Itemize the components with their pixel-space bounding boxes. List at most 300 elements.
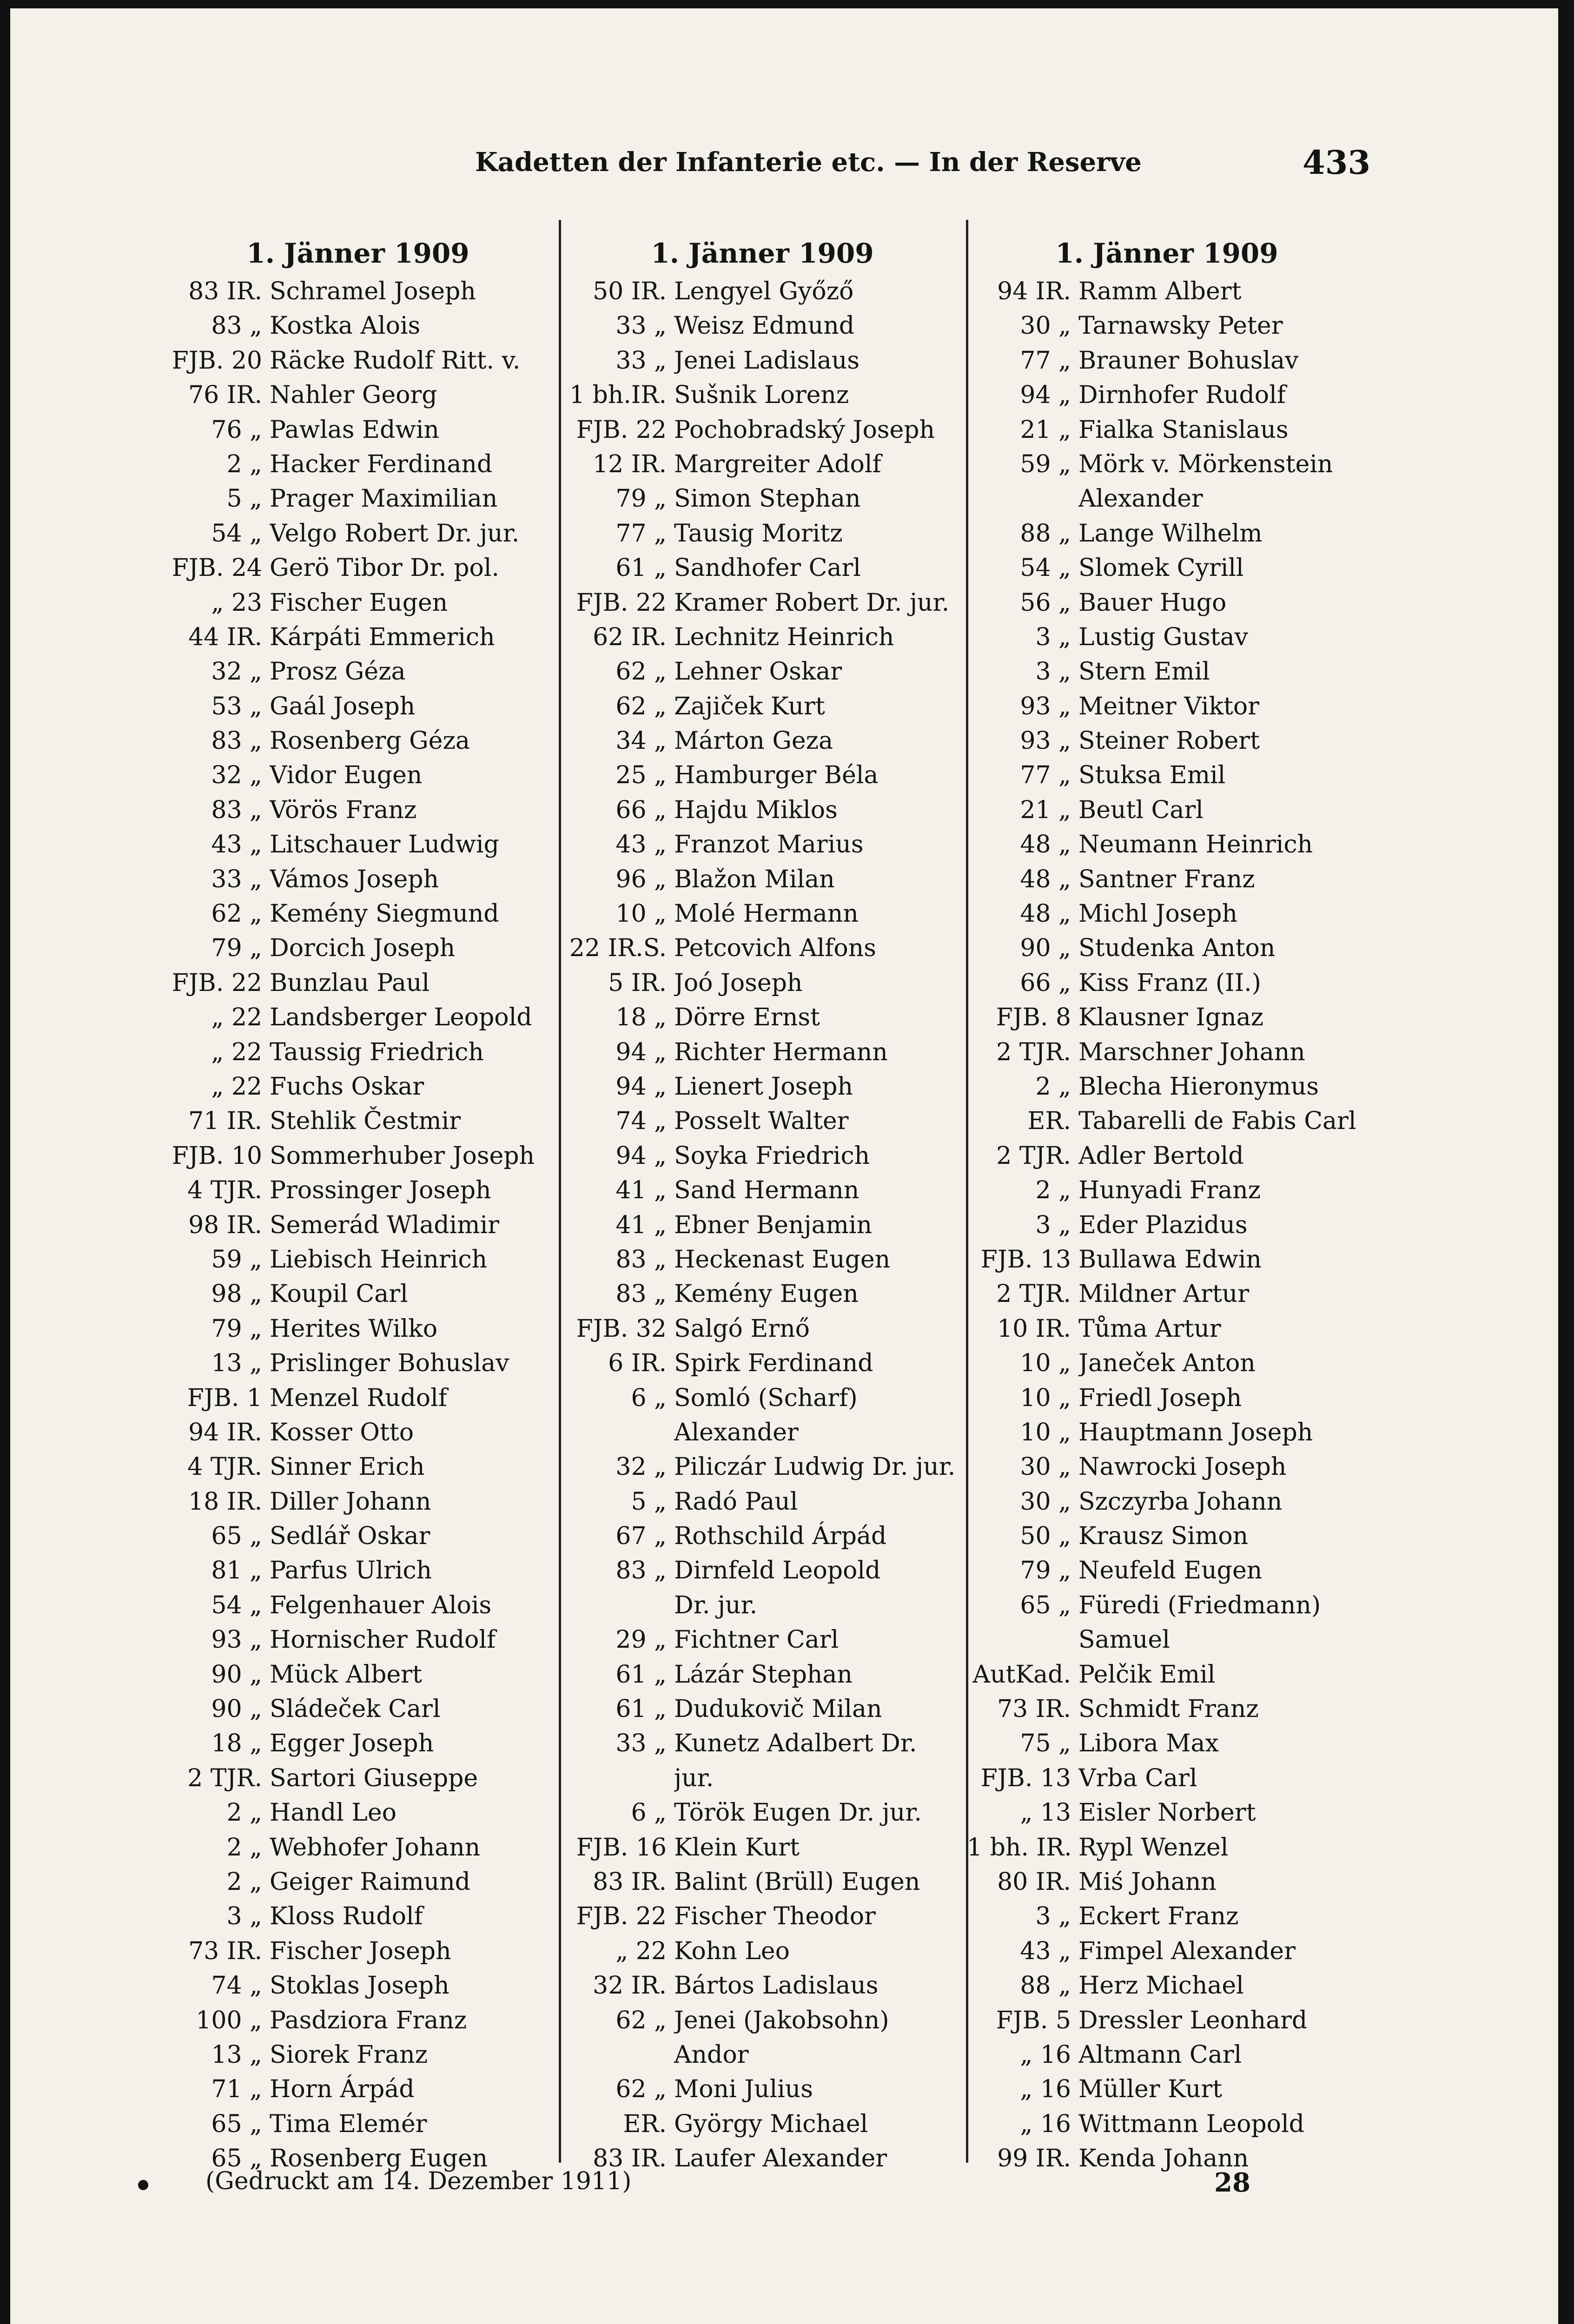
entry-list [562, 274, 962, 2176]
regiment-ref: 50 IR. [593, 277, 667, 305]
cadet-name: Geiger Raimund [270, 1868, 470, 1896]
list-item [967, 2072, 1367, 2106]
regiment-ref: 43 „ [1020, 1937, 1071, 1965]
list-item [967, 689, 1367, 724]
regiment-ref: 61 „ [615, 554, 667, 582]
list-item [158, 897, 558, 931]
cadet-name: Bártos Ladislaus [674, 1972, 879, 2000]
list-item [562, 1830, 962, 1865]
regiment-ref: 1 bh. IR. [967, 1833, 1072, 1862]
regiment-ref: 10 „ [1020, 1418, 1071, 1446]
regiment-ref [562, 2038, 674, 2072]
cadet-name: Hauptmann Joseph [1078, 1418, 1313, 1446]
regiment-ref: 74 „ [615, 1107, 667, 1136]
regiment-ref: 6 „ [631, 1799, 667, 1827]
list-item [967, 1173, 1367, 1208]
page-header [10, 143, 1558, 189]
list-item [158, 586, 558, 620]
list-item [562, 1519, 962, 1553]
regiment-ref: „ 22 [211, 1004, 262, 1032]
cadet-name: Koupil Carl [270, 1280, 408, 1308]
regiment-ref: 99 IR. [997, 2145, 1071, 2173]
list-item [967, 793, 1367, 827]
regiment-ref: 48 „ [1020, 865, 1071, 893]
regiment-ref: 30 „ [1020, 312, 1071, 340]
regiment-ref: FJB. 22 [576, 588, 667, 617]
regiment-ref: 54 „ [1020, 554, 1071, 582]
list-item [967, 1588, 1367, 1623]
cadet-name: Stehlik Čestmir [270, 1107, 461, 1136]
regiment-ref: 50 „ [1020, 1522, 1071, 1551]
list-item [158, 1726, 558, 1761]
regiment-ref: 56 „ [1020, 588, 1071, 617]
list-item [158, 2107, 558, 2141]
regiment-ref: 13 „ [211, 1349, 262, 1378]
regiment-ref [562, 1761, 674, 1796]
regiment-ref: 90 „ [1020, 934, 1071, 963]
list-item [158, 1208, 558, 1242]
regiment-ref: 88 „ [1020, 519, 1071, 548]
cadet-name: Sušnik Lorenz [674, 381, 849, 409]
regiment-ref: 90 „ [211, 1660, 262, 1689]
regiment-ref: 94 IR. [997, 277, 1071, 305]
list-item [967, 1519, 1367, 1553]
cadet-name: Fialka Stanislaus [1078, 416, 1289, 444]
regiment-ref: 2 „ [226, 1868, 262, 1896]
regiment-ref: 96 „ [615, 865, 667, 893]
cadet-name: Radó Paul [674, 1487, 798, 1516]
list-item [562, 2038, 962, 2072]
regiment-ref: 77 „ [615, 519, 667, 548]
list-item [562, 1208, 962, 1242]
regiment-ref: 66 „ [1020, 969, 1071, 997]
list-item [967, 1899, 1367, 1934]
list-item [158, 827, 558, 862]
cadet-name: Libora Max [1078, 1730, 1219, 1758]
regiment-ref: 65 „ [211, 1522, 262, 1551]
regiment-ref: 10 „ [1020, 1384, 1071, 1412]
regiment-ref: 34 „ [615, 727, 667, 755]
list-item [158, 1277, 558, 1311]
cadet-name: Schmidt Franz [1078, 1695, 1259, 1723]
cadet-name: Molé Hermann [674, 900, 859, 928]
cadet-name: Beutl Carl [1078, 796, 1204, 824]
cadet-name: Gerö Tibor Dr. pol. [270, 554, 499, 582]
cadet-name: Stuksa Emil [1078, 761, 1226, 790]
list-item [562, 551, 962, 585]
cadet-name: Rypl Wenzel [1078, 1833, 1229, 1862]
list-item [562, 689, 962, 724]
list-item [562, 1485, 962, 1519]
cadet-name: Hajdu Miklos [674, 796, 838, 824]
cadet-name: Nahler Georg [270, 381, 437, 409]
list-item [967, 586, 1367, 620]
regiment-ref: 62 „ [615, 2006, 667, 2034]
list-item [158, 931, 558, 965]
regiment-ref: FJB. 16 [576, 1833, 667, 1862]
regiment-ref: 83 „ [211, 796, 262, 824]
regiment-ref: ER. [1027, 1107, 1071, 1136]
regiment-ref: 93 „ [1020, 727, 1071, 755]
cadet-name: Kemény Eugen [674, 1280, 859, 1308]
regiment-ref: 65 „ [211, 2110, 262, 2138]
list-item [967, 343, 1367, 378]
cadet-name: Krausz Simon [1078, 1522, 1249, 1551]
regiment-ref: 43 „ [615, 831, 667, 859]
cadet-name: Lange Wilhelm [1078, 519, 1263, 548]
regiment-ref: FJB. 22 [576, 1902, 667, 1931]
list-item [158, 378, 558, 412]
cadet-name: Horn Árpád [270, 2075, 415, 2104]
list-item [562, 378, 962, 412]
page-number: 433 [1303, 143, 1371, 182]
regiment-ref: 79 „ [211, 934, 262, 963]
list-item [158, 966, 558, 1000]
print-note: (Gedruckt am 14. Dezember 1911) [205, 2167, 632, 2195]
list-item [562, 516, 962, 551]
regiment-ref: FJB. 10 [172, 1142, 262, 1170]
cadet-name: Tausig Moritz [674, 519, 843, 548]
cadet-name: Salgó Ernő [674, 1314, 810, 1343]
list-item [967, 1968, 1367, 2003]
list-item [158, 1657, 558, 1692]
regiment-ref: „ 16 [1020, 2075, 1071, 2104]
list-column [967, 235, 1367, 2176]
cadet-name: Eder Plazidus [1078, 1211, 1248, 1239]
list-item [967, 1450, 1367, 1484]
regiment-ref: 2 TJR. [996, 1038, 1071, 1066]
regiment-ref: FJB. 13 [980, 1764, 1071, 1792]
regiment-ref: 18 „ [615, 1004, 667, 1032]
regiment-ref [562, 1588, 674, 1623]
list-item [562, 2107, 962, 2141]
cadet-name: Fichtner Carl [674, 1626, 839, 1654]
cadet-name: Lázár Stephan [674, 1660, 853, 1689]
regiment-ref: 41 „ [615, 1176, 667, 1205]
cadet-name: Kunetz Adalbert Dr. [674, 1730, 917, 1758]
cadet-name: Herz Michael [1078, 1972, 1244, 2000]
regiment-ref [562, 1415, 674, 1450]
regiment-ref: 90 „ [211, 1695, 262, 1723]
list-item [562, 966, 962, 1000]
regiment-ref: FJB. 24 [172, 554, 262, 582]
cadet-name: Kosser Otto [270, 1418, 414, 1446]
cadet-name: Moni Julius [674, 2075, 813, 2104]
regiment-ref: 10 „ [1020, 1349, 1071, 1378]
regiment-ref: 61 „ [615, 1695, 667, 1723]
regiment-ref: 33 „ [615, 1730, 667, 1758]
regiment-ref: 44 IR. [188, 623, 262, 651]
cadet-name: Fischer Joseph [270, 1937, 451, 1965]
cadet-name: Adler Bertold [1078, 1142, 1244, 1170]
list-item [158, 1173, 558, 1208]
list-item [158, 1485, 558, 1519]
cadet-name: Tabarelli de Fabis Carl [1078, 1107, 1356, 1136]
cadet-name: Sandhofer Carl [674, 554, 861, 582]
list-item [967, 1415, 1367, 1450]
cadet-name: Blecha Hieronymus [1078, 1072, 1319, 1101]
cadet-name: Sand Hermann [674, 1176, 860, 1205]
regiment-ref: 62 „ [615, 2075, 667, 2104]
list-item [967, 1346, 1367, 1380]
list-item [158, 1899, 558, 1934]
cadet-name: Posselt Walter [674, 1107, 849, 1136]
list-item [967, 1277, 1367, 1311]
list-item [967, 758, 1367, 792]
list-item [562, 1726, 962, 1761]
regiment-ref: 3 „ [226, 1902, 262, 1931]
regiment-ref: 74 „ [211, 1972, 262, 2000]
cadet-name: Semerád Wladimir [270, 1211, 499, 1239]
cadet-name: Alexander [674, 1418, 799, 1446]
list-item [562, 2003, 962, 2038]
cadet-name: Márton Geza [674, 727, 833, 755]
list-item [562, 1242, 962, 1277]
regiment-ref: 83 „ [211, 312, 262, 340]
regiment-ref: 77 „ [1020, 346, 1071, 375]
regiment-ref: 2 TJR. [996, 1280, 1071, 1308]
regiment-ref: „ 22 [211, 1038, 262, 1066]
list-item [967, 1104, 1367, 1138]
list-item [562, 1692, 962, 1726]
cadet-name: Eisler Norbert [1078, 1799, 1256, 1827]
cadet-name: Alexander [1078, 485, 1203, 513]
list-item [967, 724, 1367, 758]
list-item [967, 2038, 1367, 2072]
cadet-name: Menzel Rudolf [270, 1384, 447, 1412]
list-item [158, 1968, 558, 2003]
cadet-name: Samuel [1078, 1626, 1170, 1654]
list-item [967, 620, 1367, 654]
list-item [158, 2072, 558, 2106]
list-item [562, 309, 962, 343]
cadet-name: Kohn Leo [674, 1937, 790, 1965]
cadet-name: Meitner Viktor [1078, 692, 1260, 720]
cadet-name: Klausner Ignaz [1078, 1004, 1264, 1032]
regiment-ref: 10 „ [615, 900, 667, 928]
cadet-name: Sinner Erich [270, 1453, 425, 1481]
cadet-name: Eckert Franz [1078, 1902, 1239, 1931]
regiment-ref: 73 IR. [188, 1937, 262, 1965]
list-item [158, 1415, 558, 1450]
cadet-name: Lustig Gustav [1078, 623, 1249, 651]
cadet-name: Pawlas Edwin [270, 416, 439, 444]
cadet-name: Balint (Brüll) Eugen [674, 1868, 920, 1896]
cadet-name: Bunzlau Paul [270, 969, 430, 997]
cadet-name: Stoklas Joseph [270, 1972, 450, 2000]
regiment-ref: 33 „ [615, 346, 667, 375]
regiment-ref: 22 IR.S. [569, 934, 667, 963]
list-item [158, 1623, 558, 1657]
list-item [562, 1623, 962, 1657]
list-item [967, 1796, 1367, 1830]
cadet-name: Stern Emil [1078, 658, 1210, 686]
cadet-name: Dirnhofer Rudolf [1078, 381, 1286, 409]
regiment-ref: 18 IR. [188, 1487, 262, 1516]
cadet-name: Neumann Heinrich [1078, 831, 1313, 859]
regiment-ref: 59 „ [211, 1245, 262, 1274]
cadet-name: Fischer Eugen [270, 588, 448, 617]
regiment-ref: 75 „ [1020, 1730, 1071, 1758]
regiment-ref: FJB. 8 [996, 1004, 1071, 1032]
regiment-ref: 83 „ [615, 1245, 667, 1274]
list-item [967, 274, 1367, 309]
list-item [562, 1968, 962, 2003]
list-item [562, 1865, 962, 1899]
regiment-ref: 2 „ [1035, 1176, 1071, 1205]
list-item [967, 1692, 1367, 1726]
cadet-name: Rosenberg Eugen [270, 2145, 488, 2173]
cadet-name: Handl Leo [270, 1799, 397, 1827]
regiment-ref: 62 IR. [593, 623, 667, 651]
list-item [562, 1104, 962, 1138]
cadet-name: Wittmann Leopold [1078, 2110, 1304, 2138]
cadet-name: György Michael [674, 2110, 868, 2138]
list-item [158, 654, 558, 689]
regiment-ref: 2 „ [226, 1799, 262, 1827]
regiment-ref: FJB. 22 [172, 969, 262, 997]
cadet-name: Kramer Robert Dr. jur. [674, 588, 950, 617]
list-item [562, 2072, 962, 2106]
list-item [562, 1346, 962, 1380]
cadet-name: Tůma Artur [1078, 1314, 1221, 1343]
regiment-ref: 79 „ [615, 485, 667, 513]
list-item [967, 1657, 1367, 1692]
regiment-ref: FJB. 5 [996, 2006, 1071, 2034]
cadet-name: Pelčik Emil [1078, 1660, 1216, 1689]
list-item [158, 516, 558, 551]
cadet-name: Räcke Rudolf Ritt. v. [270, 346, 521, 375]
cadet-name: Blažon Milan [674, 865, 835, 893]
list-item [562, 827, 962, 862]
cadet-name: Mörk v. Mörkenstein [1078, 450, 1333, 478]
regiment-ref: 94 „ [1020, 381, 1071, 409]
cadet-name: Lengyel Győző [674, 277, 854, 305]
cadet-name: Dorcich Joseph [270, 934, 456, 963]
regiment-ref: 76 „ [211, 416, 262, 444]
cadet-name: Fischer Theodor [674, 1902, 876, 1931]
cadet-name: Hacker Ferdinand [270, 450, 493, 478]
regiment-ref: 93 „ [211, 1626, 262, 1654]
list-item [562, 1553, 962, 1588]
regiment-ref: 32 „ [615, 1453, 667, 1481]
cadet-name: Prislinger Bohuslav [270, 1349, 509, 1378]
regiment-ref: „ 22 [615, 1937, 667, 1965]
column-divider [559, 220, 561, 2163]
regiment-ref: 94 IR. [188, 1418, 262, 1446]
list-item [562, 586, 962, 620]
cadet-name: Prosz Géza [270, 658, 406, 686]
entry-list [158, 274, 558, 2176]
list-item [967, 966, 1367, 1000]
list-item [158, 689, 558, 724]
regiment-ref: 6 „ [631, 1384, 667, 1412]
list-item [967, 551, 1367, 585]
cadet-name: Rosenberg Géza [270, 727, 470, 755]
regiment-ref: 76 IR. [188, 381, 262, 409]
regiment-ref: 62 „ [211, 900, 262, 928]
list-item [562, 1761, 962, 1796]
list-item [158, 1830, 558, 1865]
list-item [158, 309, 558, 343]
list-item [562, 1588, 962, 1623]
cadet-name: Ebner Benjamin [674, 1211, 872, 1239]
column-heading: 1. Jänner 1909 [246, 238, 470, 269]
list-item [967, 1761, 1367, 1796]
list-item [158, 413, 558, 447]
cadet-name: Vörös Franz [270, 796, 417, 824]
regiment-ref: „ 16 [1020, 2040, 1071, 2069]
cadet-name: Fuchs Oskar [270, 1072, 424, 1101]
cadet-name: Hamburger Béla [674, 761, 879, 790]
cadet-name: Somló (Scharf) [674, 1384, 858, 1412]
cadet-name: Litschauer Ludwig [270, 831, 499, 859]
regiment-ref: 67 „ [615, 1522, 667, 1551]
list-item [562, 1934, 962, 1968]
list-item [158, 1553, 558, 1588]
cadet-name: Füredi (Friedmann) [1078, 1591, 1321, 1619]
regiment-ref: 94 „ [615, 1072, 667, 1101]
cadet-name: Laufer Alexander [674, 2145, 887, 2173]
column-heading: 1. Jänner 1909 [1055, 238, 1278, 269]
regiment-ref: 62 „ [615, 658, 667, 686]
list-item [967, 2141, 1367, 2176]
cadet-name: Kostka Alois [270, 312, 421, 340]
cadet-name: Lehner Oskar [674, 658, 842, 686]
column-heading: 1. Jänner 1909 [651, 238, 874, 269]
cadet-name: Kloss Rudolf [270, 1902, 423, 1931]
regiment-ref: 53 „ [211, 692, 262, 720]
cadet-name: Jenei (Jakobsohn) [674, 2006, 889, 2034]
list-item [158, 447, 558, 482]
cadet-name: Herites Wilko [270, 1314, 438, 1343]
cadet-name: Liebisch Heinrich [270, 1245, 488, 1274]
regiment-ref: 21 „ [1020, 796, 1071, 824]
regiment-ref: 77 „ [1020, 761, 1071, 790]
cadet-name: Parfus Ulrich [270, 1557, 432, 1585]
cadet-name: Brauner Bohuslav [1078, 346, 1299, 375]
cadet-name: Altmann Carl [1078, 2040, 1242, 2069]
list-item [158, 793, 558, 827]
list-item [967, 1000, 1367, 1035]
list-item [158, 1104, 558, 1138]
regiment-ref: 32 „ [211, 658, 262, 686]
list-item [562, 343, 962, 378]
regiment-ref: 81 „ [211, 1557, 262, 1585]
cadet-name: Bullawa Edwin [1078, 1245, 1262, 1274]
list-item [562, 931, 962, 965]
cadet-name: Pochobradský Joseph [674, 416, 935, 444]
list-item [562, 1381, 962, 1415]
cadet-name: Ramm Albert [1078, 277, 1242, 305]
regiment-ref: „ 22 [211, 1072, 262, 1101]
cadet-name: Siorek Franz [270, 2040, 428, 2069]
regiment-ref: 54 „ [211, 519, 262, 548]
regiment-ref [967, 1623, 1078, 1657]
cadet-name: Bauer Hugo [1078, 588, 1227, 617]
cadet-name: Vidor Eugen [270, 761, 423, 790]
list-item [158, 1519, 558, 1553]
list-item [562, 1035, 962, 1070]
list-item [562, 654, 962, 689]
cadet-name: Neufeld Eugen [1078, 1557, 1263, 1585]
cadet-name: Tarnawsky Peter [1078, 312, 1283, 340]
list-item [562, 1657, 962, 1692]
cadet-name: Nawrocki Joseph [1078, 1453, 1287, 1481]
regiment-ref: 48 „ [1020, 900, 1071, 928]
list-item [158, 1796, 558, 1830]
list-item [158, 343, 558, 378]
